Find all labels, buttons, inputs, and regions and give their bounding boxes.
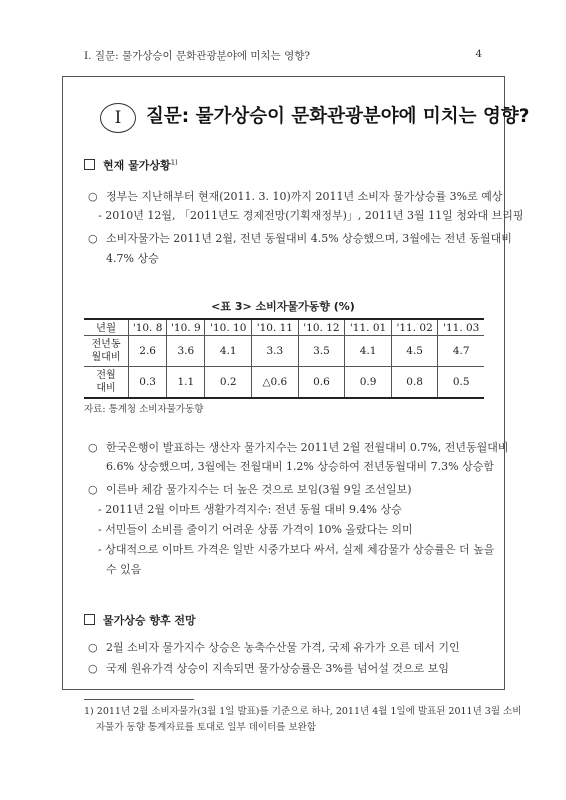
bullet-circle-icon: ○ xyxy=(88,483,98,496)
chapter-numeral: Ⅰ xyxy=(100,103,136,133)
table-header-row xyxy=(84,319,484,336)
bullet-text: 국제 원유가격 상승이 지속되면 물가상승률은 3%를 넘어설 것으로 보임 xyxy=(106,662,449,675)
bullet-text: 이른바 체감 물가지수는 더 높은 것으로 보임(3월 9일 조선일보) xyxy=(106,483,412,496)
column-header: '10. 8 xyxy=(129,319,167,336)
bullet-text: 한국은행이 발표하는 생산자 물가지수는 2011년 2월 전월대비 0.7%, 전년동월대비 xyxy=(106,441,509,454)
section-heading-outlook: 물가상승 향후 전망 xyxy=(84,612,196,628)
running-header xyxy=(84,48,482,63)
column-header: '10. 10 xyxy=(205,319,252,336)
sub-item: - 2011년 2월 이마트 생활가격지수: 전년 동월 대비 9.4% 상승 xyxy=(98,503,402,516)
bullet-circle-icon: ○ xyxy=(88,441,98,454)
page-number: 4 xyxy=(475,48,482,60)
chapter-title: 질문: 물가상승이 문화관광분야에 미치는 영향? xyxy=(146,106,530,127)
table-cell: △0.6 xyxy=(252,367,299,399)
bullet-text: 정부는 지난해부터 현재(2011. 3. 10)까지 2011년 소비자 물가상승률 3%로 예상 xyxy=(106,190,503,203)
sub-item: - 서민들이 소비를 줄이기 어려운 상품 가격이 10% 올랐다는 의미 xyxy=(98,523,413,536)
column-header: '10. 9 xyxy=(167,319,205,336)
running-title: Ⅰ. 질문: 물가상승이 문화관광분야에 미치는 영향? xyxy=(84,50,311,62)
section-box-icon xyxy=(84,159,95,170)
bullet-circle-icon: ○ xyxy=(88,232,98,245)
table-cell: 0.8 xyxy=(391,367,438,399)
row-label: 전월 대비 xyxy=(84,367,129,399)
section-heading-current-prices: 현재 물가상황$^{1)}$ xyxy=(84,157,178,173)
bullet-text: 소비자물가는 2011년 2월, 전년 동월대비 4.5% 상승했으며, 3월에는 전년 동월대비 xyxy=(106,232,512,245)
header-label: 년월 xyxy=(84,319,129,336)
table-cell: 4.7 xyxy=(438,336,484,367)
bullet-circle-icon: ○ xyxy=(88,190,98,203)
section-box-icon xyxy=(84,614,95,625)
table-cell: 2.6 xyxy=(129,336,167,367)
sub-item-cont: 수 있음 xyxy=(106,563,142,576)
table-cell: 0.3 xyxy=(129,367,167,399)
bullet-text-cont: 4.7% 상승 xyxy=(106,252,159,265)
table-cell: 0.6 xyxy=(298,367,345,399)
table-cell: 4.1 xyxy=(345,336,392,367)
table-cell: 0.5 xyxy=(438,367,484,399)
sub-item: - 상대적으로 이마트 가격은 일반 시중가보다 싸서, 실제 체감물가 상승률은 더 높을 xyxy=(98,543,495,556)
bullet-circle-icon: ○ xyxy=(88,641,98,654)
column-header: '11. 03 xyxy=(438,319,484,336)
table-row xyxy=(84,336,484,367)
bullet-text: 2월 소비자 물가지수 상승은 농축수산물 가격, 국제 유가가 오른 데서 기인 xyxy=(106,641,460,654)
table-cell: 0.9 xyxy=(345,367,392,399)
bullet-text-cont: 6.6% 상승했으며, 3월에는 전월대비 1.2% 상승하여 전년동월대비 7.3% 상승함 xyxy=(106,460,494,473)
column-header: '10. 12 xyxy=(298,319,345,336)
table-cell: 3.3 xyxy=(252,336,299,367)
footnote: 1) 2011년 2월 소비자물가(3월 1일 발표)를 기준으로 하나, 2011년 4월 1일에 발표된 2011년 3월 소비 자물가 동향 통계자료를 토대로 일부 데이터를 보완함 xyxy=(84,706,522,733)
sub-item: - 2010년 12월, 「2011년도 경제전망(기획재정부)」, 2011년 3월 11일 청와대 브리핑 xyxy=(98,209,524,222)
table-cell: 0.2 xyxy=(205,367,252,399)
table-cell: 4.1 xyxy=(205,336,252,367)
table-cell: 3.5 xyxy=(298,336,345,367)
row-label: 전년동 월대비 xyxy=(84,336,129,367)
column-header: '11. 01 xyxy=(345,319,392,336)
column-header: '10. 11 xyxy=(252,319,299,336)
table-row xyxy=(84,367,484,399)
footnote-ref: 1) xyxy=(170,158,178,167)
cpi-table xyxy=(84,318,484,399)
table-cell: 4.5 xyxy=(391,336,438,367)
table-title: <표 3> 소비자물가동향 (%) xyxy=(211,300,355,313)
table-cell: 1.1 xyxy=(167,367,205,399)
table-cell: 3.6 xyxy=(167,336,205,367)
column-header: '11. 02 xyxy=(391,319,438,336)
footnote-divider xyxy=(84,699,194,700)
table-source: 자료: 통계청 소비자물가동향 xyxy=(84,404,204,415)
bullet-circle-icon: ○ xyxy=(88,662,98,675)
